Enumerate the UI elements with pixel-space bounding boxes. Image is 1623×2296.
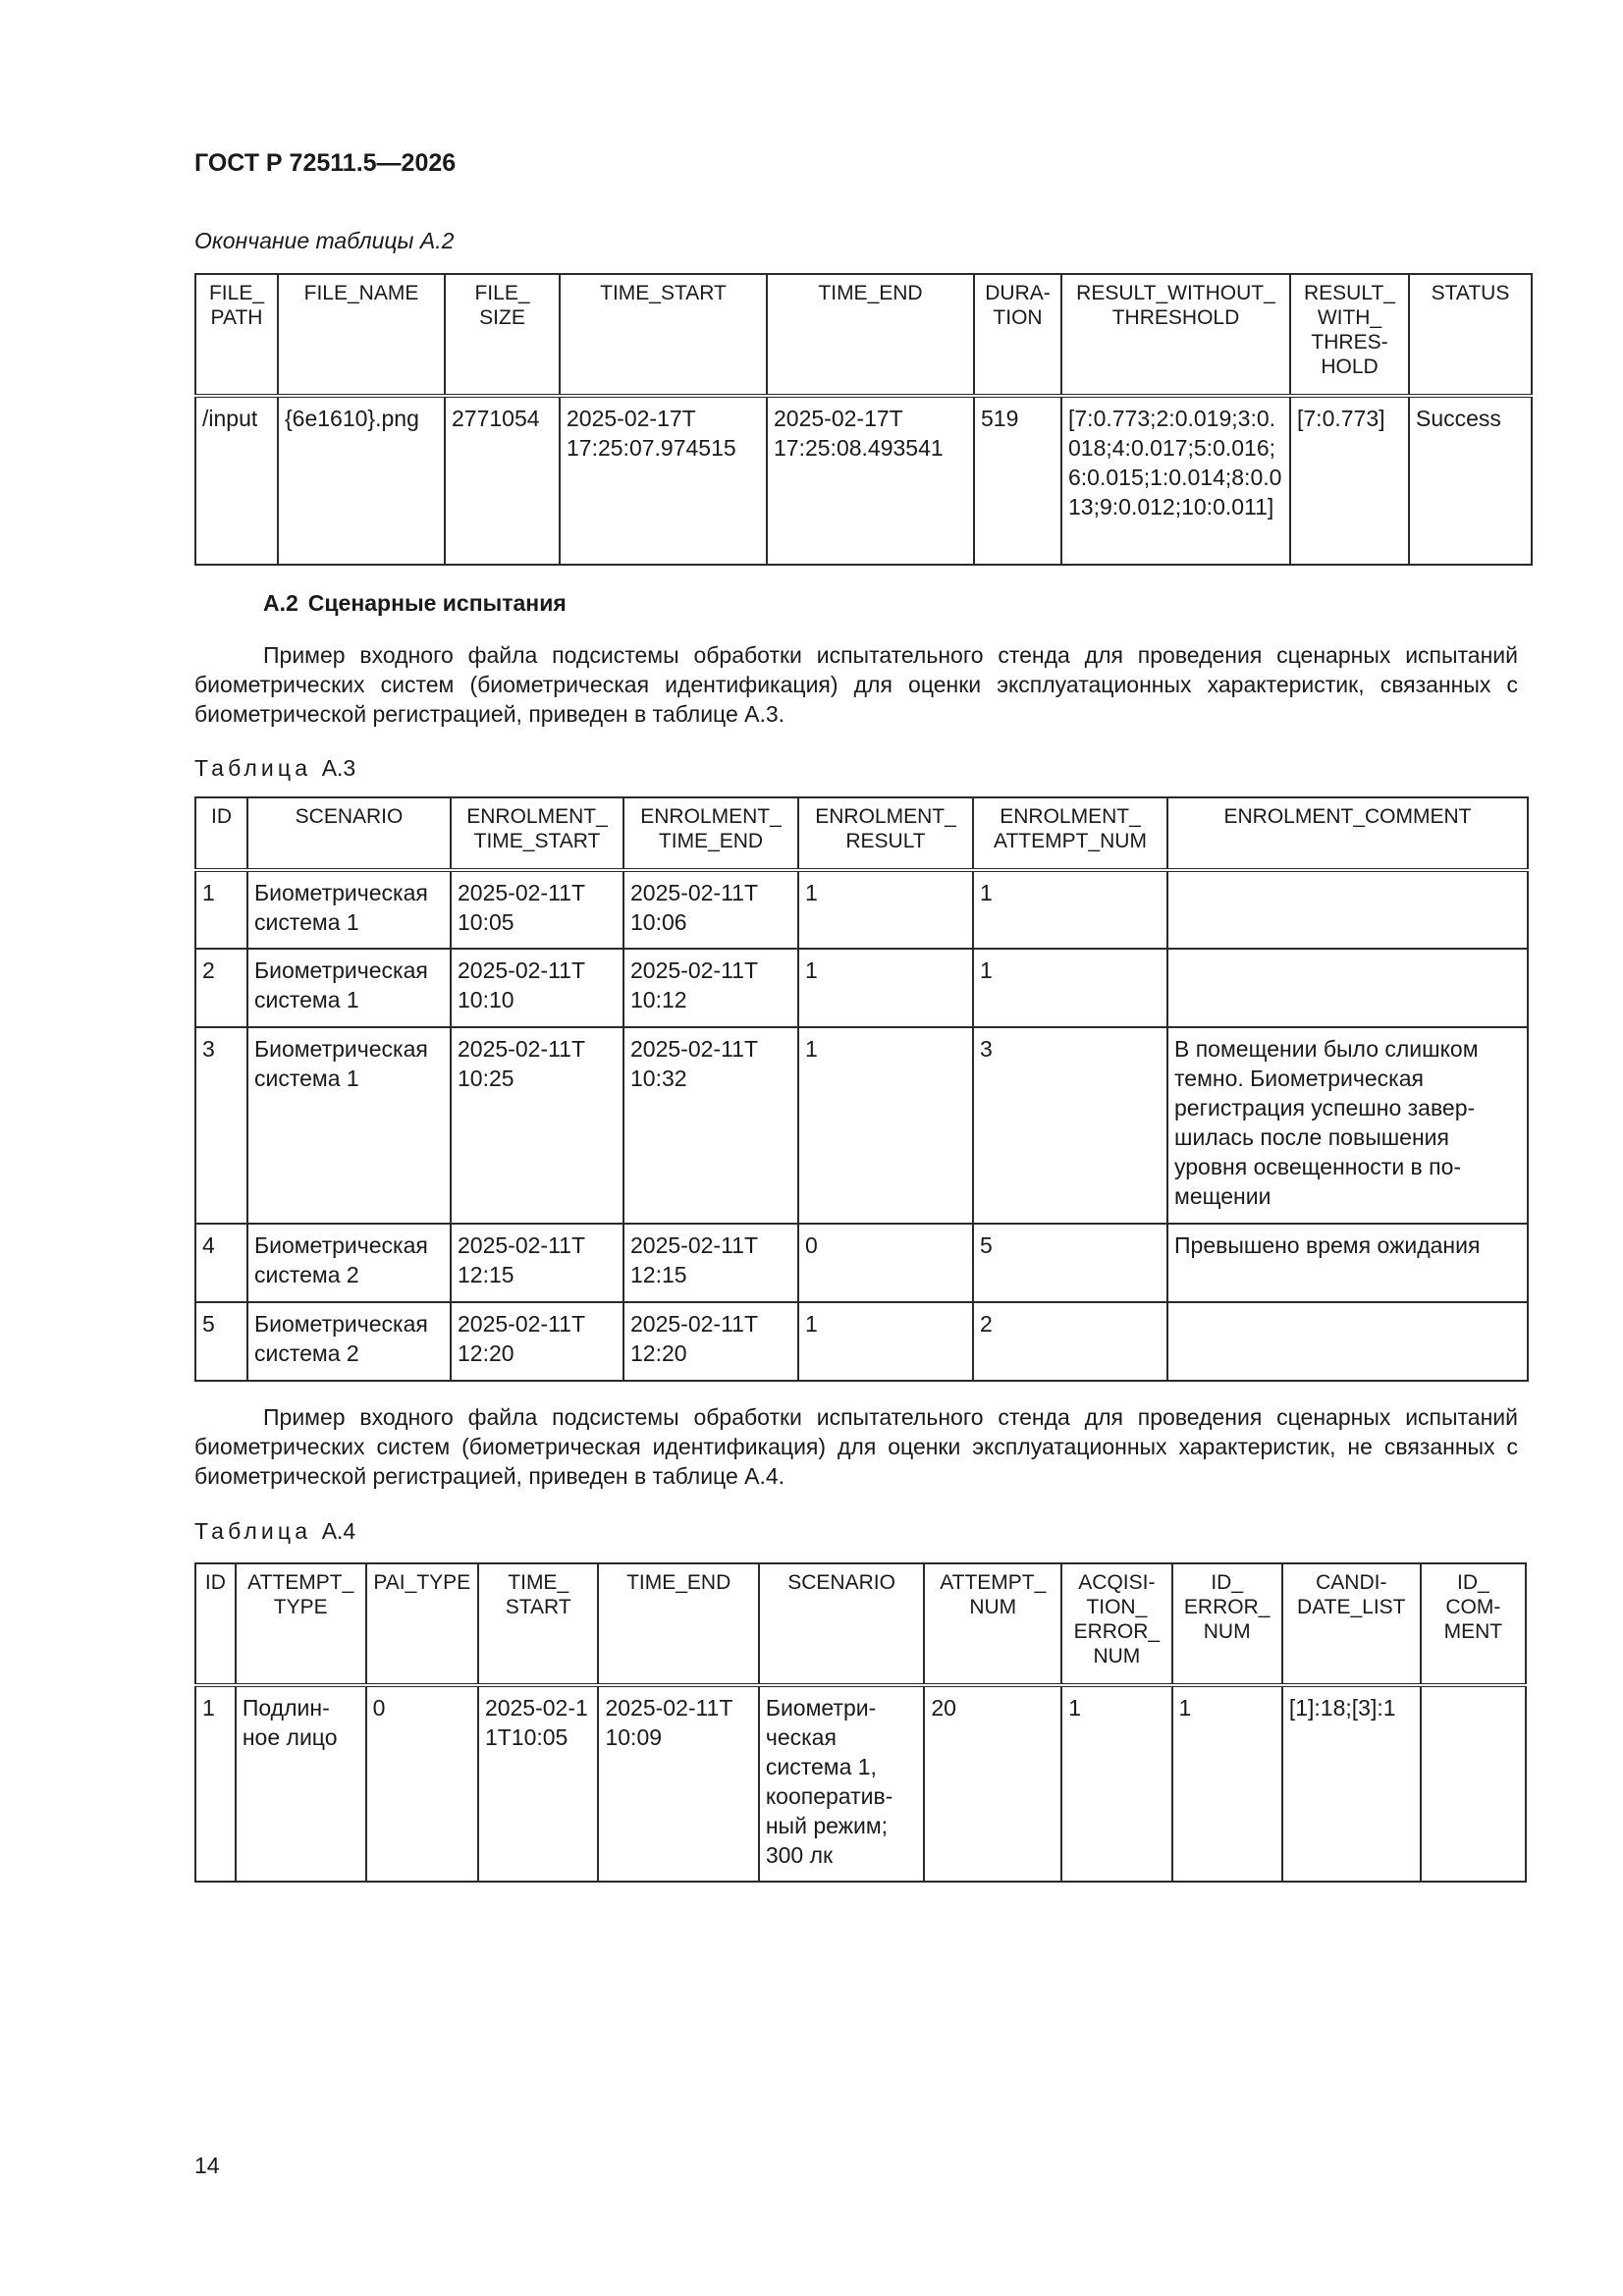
table-cell: 0 [798,1224,973,1302]
section-title: Сценарные испытания [307,590,567,616]
table-header-row [195,1563,1526,1685]
table-cell: 0 [366,1685,478,1882]
table-cell: 2025-02-11T 10:09 [598,1685,758,1882]
table-cell: [7:0.773] [1290,396,1409,565]
col-header: FILE_ SIZE [445,274,560,396]
page-number: 14 [194,2153,220,2178]
col-header: ATTEMPT_ TYPE [236,1563,366,1685]
table-a3 [194,796,1529,1382]
table-row [195,396,1532,565]
col-header: PAI_TYPE [366,1563,478,1685]
table-cell: 2 [973,1302,1167,1381]
table-cell: 1 [973,870,1167,949]
table-a4 [194,1562,1527,1883]
col-header: RESULT_WITHOUT_ THRESHOLD [1061,274,1290,396]
table-cell: 1 [798,1302,973,1381]
table-cell: 1 [973,949,1167,1027]
table-row [195,949,1528,1027]
table-cell: 1 [1061,1685,1171,1882]
table-cell: 2025-02-11T 12:15 [451,1224,623,1302]
col-header: ENROLMENT_ RESULT [798,797,973,870]
table-cell: 519 [974,396,1061,565]
table-cell: 2025-02-11T 10:12 [623,949,798,1027]
table-cell: 1 [1172,1685,1282,1882]
table-cell [1167,1302,1528,1381]
col-header: FILE_NAME [278,274,445,396]
table-cell: Биометрическая система 2 [247,1302,451,1381]
col-header: TIME_ START [478,1563,599,1685]
table-a4-caption [194,1518,355,1545]
table-cell [1421,1685,1526,1882]
table-header-row [195,797,1528,870]
table-cell: Биометрическая система 1, кооперативный режим; 300 лк [759,1685,924,1882]
document-code: ГОСТ Р 72511.5—2026 [194,149,457,177]
table-cell: В помещении было слишком темно. Биометрическая регистрация успешно завершилась после повышения уровня освещенности в помещении [1167,1027,1528,1224]
table-continuation-caption: Окончание таблицы А.2 [194,228,455,253]
col-header: ENROLMENT_ TIME_END [623,797,798,870]
table-row [195,1027,1528,1224]
col-header: FILE_ PATH [195,274,278,396]
col-header: TIME_START [560,274,767,396]
table-cell: [1]:18;[3]:1 [1282,1685,1421,1882]
col-header: ATTEMPT_ NUM [924,1563,1061,1685]
col-header: TIME_END [598,1563,758,1685]
table-cell: 2 [195,949,247,1027]
col-header: ACQISI- TION_ ERROR_ NUM [1061,1563,1171,1685]
table-cell: 2025-02-17T 17:25:08.493541 [767,396,974,565]
table-cell [1167,870,1528,949]
col-header: ID [195,1563,236,1685]
table-cell: 20 [924,1685,1061,1882]
col-header: ID_ ERROR_ NUM [1172,1563,1282,1685]
table-cell: 1 [195,1685,236,1882]
caption-number: А.4 [321,1518,356,1544]
table-cell: [7:0.773;2:0.019;3:0.018;4:0.017;5:0.016;6:0.015;1:0.014;8:0.013;9:0.012;10:0.011] [1061,396,1290,565]
col-header: STATUS [1409,274,1532,396]
table-cell: 4 [195,1224,247,1302]
table-header-row [195,274,1532,396]
section-heading [263,590,567,617]
table-cell: 2025-02-11T 12:20 [623,1302,798,1381]
table-cell [1167,949,1528,1027]
table-cell: 2025-02-11T 12:20 [451,1302,623,1381]
table-cell: 2025-02-11T 10:05 [451,870,623,949]
col-header: ID_ COM- MENT [1421,1563,1526,1685]
table-cell: 1 [195,870,247,949]
table-cell: Превышено время ожидания [1167,1224,1528,1302]
table-cell: 3 [973,1027,1167,1224]
table-cell: 2025-02-11T 12:15 [623,1224,798,1302]
col-header: ENROLMENT_ TIME_START [451,797,623,870]
table-cell: Биометрическая система 1 [247,949,451,1027]
col-header: TIME_END [767,274,974,396]
table-row [195,1302,1528,1381]
table-cell: 2025-02-11T 10:06 [623,870,798,949]
col-header: ENROLMENT_ ATTEMPT_NUM [973,797,1167,870]
table-row [195,1685,1526,1882]
table-cell: 5 [973,1224,1167,1302]
table-a2 [194,273,1533,566]
col-header: ID [195,797,247,870]
table-cell: 2025-02-11T 10:32 [623,1027,798,1224]
table-a3-caption [194,755,355,782]
table-cell: Биометрическая система 2 [247,1224,451,1302]
table-cell: Success [1409,396,1532,565]
caption-number: А.3 [321,755,356,781]
table-cell: 2025-02-17T 17:25:07.974515 [560,396,767,565]
table-cell: Биометрическая система 1 [247,1027,451,1224]
paragraph-a4-intro: Пример входного файла подсистемы обработки испытательного стенда для проведения сценарных испытаний биометрических систем (биометрическая идентификация) для оценки эксплуатационных характеристик, не связанных с биометрической регистрацией, приведен в таблице А.4. [194,1404,1518,1489]
table-cell: 2025-02-11T 10:10 [451,949,623,1027]
table-cell: Биометрическая система 1 [247,870,451,949]
table-cell: 2771054 [445,396,560,565]
section-number: А.2 [263,590,298,616]
col-header: RESULT_ WITH_ THRES- HOLD [1290,274,1409,396]
table-cell: 1 [798,870,973,949]
table-cell: 5 [195,1302,247,1381]
table-cell: 3 [195,1027,247,1224]
caption-label: Таблица [194,1518,312,1544]
paragraph-a3-intro: Пример входного файла подсистемы обработки испытательного стенда для проведения сценарных испытаний биометрических систем (биометрическая идентификация) для оценки эксплуатационных характеристик, связанных с биометрической регистрацией, приведен в таблице А.3. [194,642,1518,727]
col-header: DURA- TION [974,274,1061,396]
table-cell: 2025-02-11T 10:25 [451,1027,623,1224]
table-row [195,870,1528,949]
col-header: CANDI- DATE_LIST [1282,1563,1421,1685]
caption-label: Таблица [194,755,312,781]
table-cell: /input [195,396,278,565]
table-cell: 1 [798,949,973,1027]
table-cell: Подлинное лицо [236,1685,366,1882]
table-row [195,1224,1528,1302]
table-cell: {6e1610}.png [278,396,445,565]
table-cell: 2025-02-11T10:05 [478,1685,599,1882]
table-cell: 1 [798,1027,973,1224]
col-header: SCENARIO [247,797,451,870]
col-header: ENROLMENT_COMMENT [1167,797,1528,870]
col-header: SCENARIO [759,1563,924,1685]
